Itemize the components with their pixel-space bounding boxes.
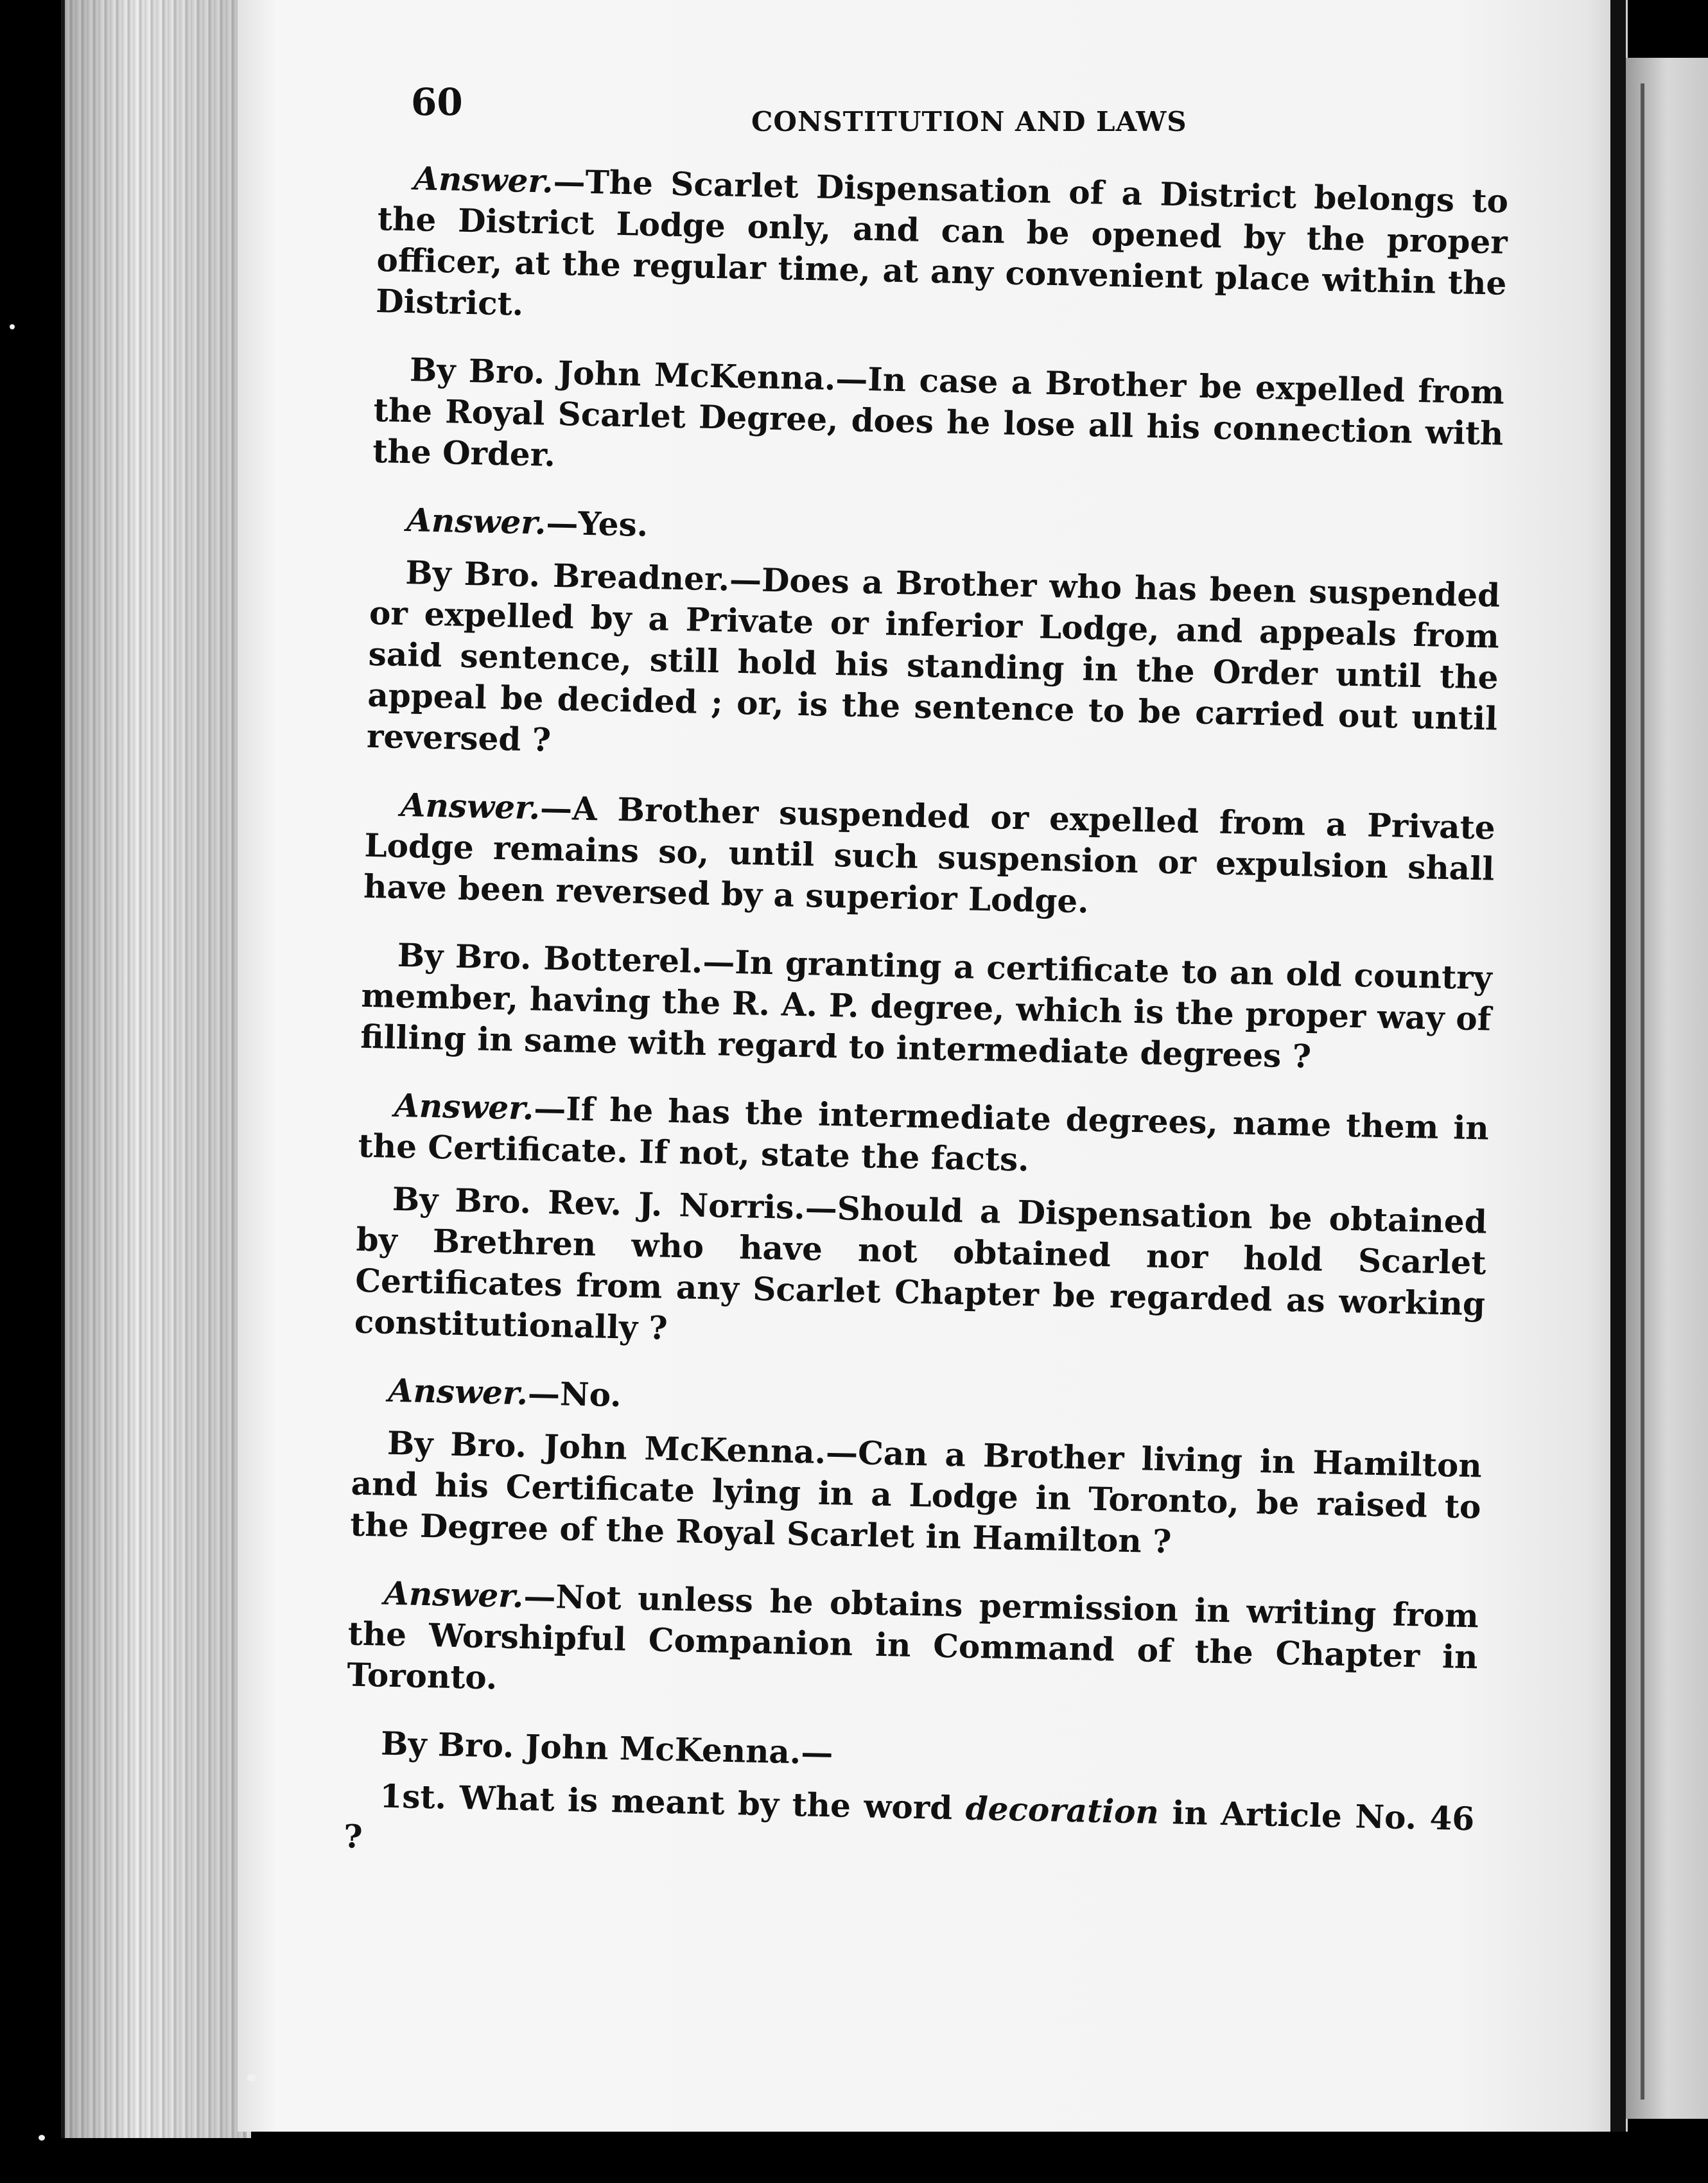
paragraph-text: —No. [527,1374,622,1414]
answer-paragraph-5 [353,1370,1483,1434]
paragraph-text: By Bro. Botterel.—In granting a certificate to an old country member, having the R. A. P. degree, which is the proper way of filling in same with regard to intermediate degrees ? [360,935,1493,1075]
paragraph-text: —Not unless he obtains permission in writing from the Worshipful Companion in Command of the Chapter in Toronto. [346,1577,1479,1697]
paragraph-text: By Bro. John McKenna.— [380,1724,833,1772]
facing-page-edge [1626,58,1708,2119]
answer-lead: Answer. [413,159,554,200]
answer-paragraph-2 [371,499,1502,564]
answer-lead: Answer. [383,1574,525,1615]
paragraph-text: —A Brother suspended or expelled from a Private Lodge remains so, until such suspension or expulsion shall have been reversed by a superior Lodge. [363,788,1496,921]
question-item-first [344,1775,1475,1881]
book-gutter [1610,0,1626,2132]
answer-lead: Answer. [388,1371,528,1413]
scan-speck [10,324,15,329]
paragraph-text-before: 1st. What is meant by the word [379,1777,966,1827]
paragraph-text: —If he has the intermediate degrees, name them in the Certificate. If not, state the facts. [358,1089,1490,1179]
page-edges-shadow [61,0,247,2138]
paragraph-text: By Bro. John McKenna.—In case a Brother be expelled from the Royal Scarlet Degree, does he lose all his connection with the Order. [372,351,1505,474]
page-number: 60 [411,80,463,124]
answer-paragraph-4 [358,1084,1489,1190]
running-title: CONSTITUTION AND LAWS [751,106,1187,137]
question-paragraph-6 [345,1722,1476,1787]
question-paragraph-2 [366,552,1500,781]
emphasized-word: decoration [965,1789,1160,1832]
answer-paragraph-3 [363,784,1496,931]
answer-lead: Answer. [406,501,547,542]
paragraph-text-after: in Article No. 46 ? [343,1793,1475,1856]
paragraph-text: By Bro. Breadner.—Does a Brother who has been suspended or expelled by a Private or inferior Lodge, and appeals from said sentence, still hold his standing in the Order until the appeal be decided ; or, is the sentence to be carried out until reversed ? [366,553,1501,759]
page-body [343,157,1509,1908]
paragraph-text: By Bro. John McKenna.—Can a Brother living in Hamilton and his Certificate lying in a Lodge in Toronto, be raised to the Degree of the Royal Scarlet in Hamilton ? [349,1423,1483,1561]
scan-speck [247,2074,256,2082]
question-paragraph-4 [354,1178,1487,1366]
paragraph-text: —Yes. [545,503,649,544]
answer-lead: Answer. [394,1086,534,1127]
question-paragraph-1 [372,349,1505,496]
answer-paragraph-6 [347,1572,1479,1719]
answer-lead: Answer. [400,785,541,827]
page-header [411,80,1580,157]
question-paragraph-3 [360,934,1493,1081]
facing-page-shadow-line [1641,83,1644,2100]
paragraph-text: By Bro. Rev. J. Norris.—Should a Dispensation be obtained by Brethren who have not obtained nor hold Scarlet Certificates from any Scarlet Chapter be regarded as working constitutionally ? [354,1179,1488,1347]
question-paragraph-5 [350,1422,1483,1569]
answer-paragraph-1 [376,157,1509,345]
scan-speck [39,2135,45,2141]
paragraph-text: —The Scarlet Dispensation of a District belongs to the District Lodge only, and can be opened by the proper officer, at the regular time, at any convenient place within the District. [375,162,1509,323]
